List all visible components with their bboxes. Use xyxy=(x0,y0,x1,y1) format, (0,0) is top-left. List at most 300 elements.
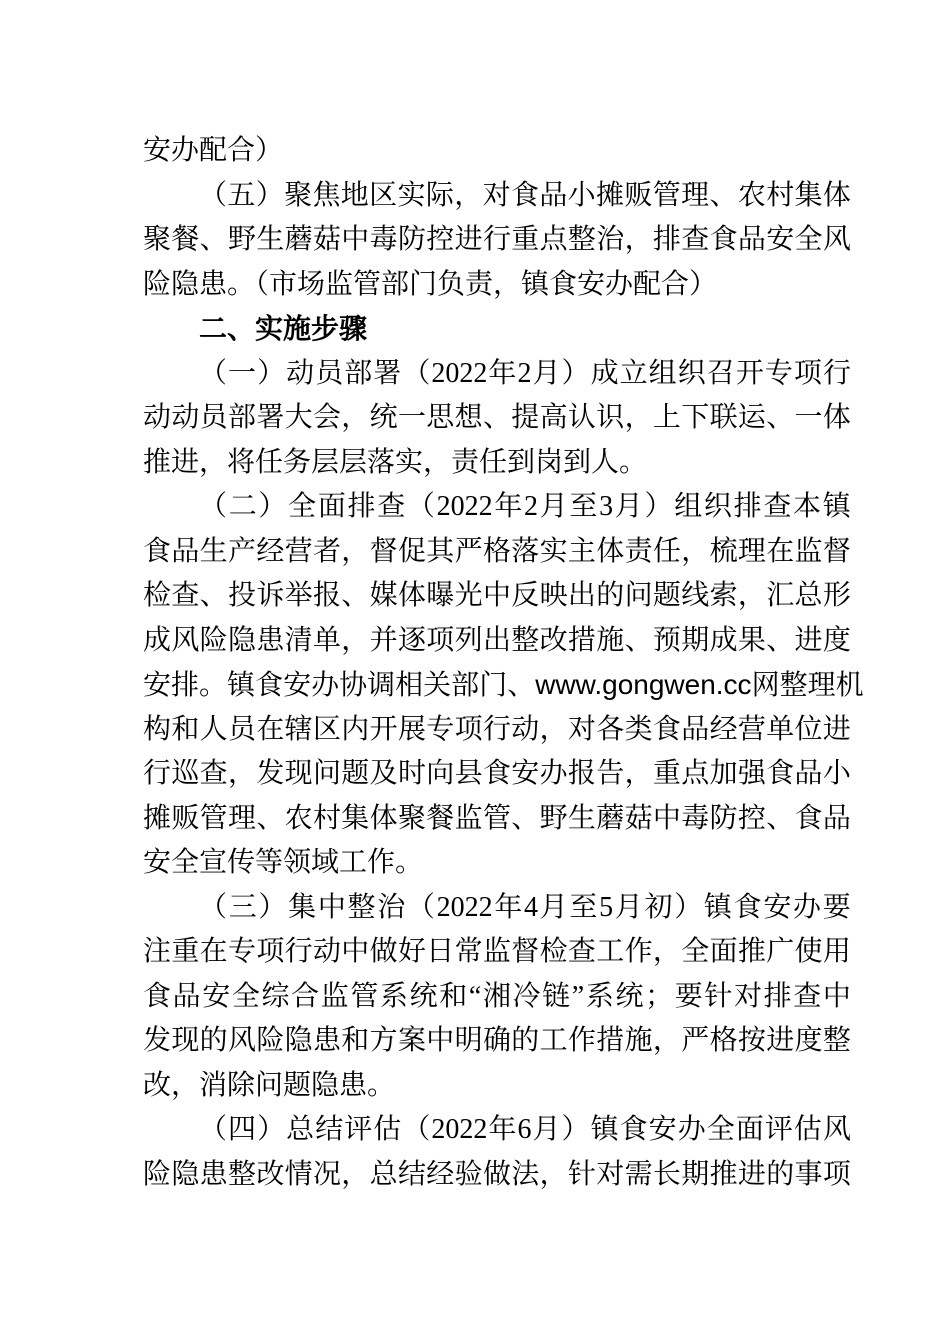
text-token: 思 xyxy=(426,402,455,433)
text-token: 控 xyxy=(737,802,766,834)
text-token: 查 xyxy=(681,224,710,255)
text-token: 专 xyxy=(426,713,455,745)
text-token: ， xyxy=(652,936,681,967)
text-token: 聚 xyxy=(284,179,313,211)
text-token: 现 xyxy=(284,758,313,789)
text-token: 关 xyxy=(423,670,452,701)
text-token: （ xyxy=(199,891,228,923)
text-token: 者 xyxy=(312,535,341,567)
text-token: 和 xyxy=(439,980,468,1012)
text-token: 、 xyxy=(766,624,795,656)
text-token: 中 xyxy=(482,580,511,611)
text-token: 协 xyxy=(339,670,368,701)
text-token: 生 xyxy=(256,224,285,255)
text-token: （ xyxy=(402,357,431,389)
text-token: 镇 xyxy=(703,891,732,923)
text-token: 小 xyxy=(822,758,851,789)
text-line xyxy=(143,619,851,664)
text-token: 。 xyxy=(199,670,228,701)
text-token: 理 xyxy=(681,179,710,211)
text-token: 立 xyxy=(619,357,648,389)
text-token: 总 xyxy=(794,580,823,611)
text-token: 患 xyxy=(256,624,285,656)
text-token: 形 xyxy=(822,580,851,611)
text-token: 险 xyxy=(199,624,228,656)
text-token: 况 xyxy=(312,1158,341,1190)
text-token: 估 xyxy=(373,1114,402,1145)
text-token: 进 xyxy=(794,624,823,656)
text-token: 治 xyxy=(596,224,625,255)
text-token: ） xyxy=(561,1114,590,1145)
text-token: 项 xyxy=(426,624,455,656)
text-token: 下 xyxy=(681,402,710,433)
text-token: 长 xyxy=(652,1158,681,1190)
text-token: 、 xyxy=(199,224,228,255)
text-token: ， xyxy=(539,1158,568,1190)
text-token: 评 xyxy=(344,1114,373,1145)
text-line xyxy=(143,352,851,397)
text-token: 安 xyxy=(763,891,792,923)
text-token: 度 xyxy=(822,624,851,656)
text-token: ， xyxy=(737,580,766,611)
text-token: 管 xyxy=(199,802,228,834)
text-token: 推 xyxy=(709,1158,738,1190)
text-token: 需 xyxy=(624,1158,653,1190)
text-token: 2022 xyxy=(431,1114,488,1145)
text-token: 果 xyxy=(737,624,766,656)
text-token: 办 xyxy=(677,1114,706,1145)
text-token: 常 xyxy=(454,936,483,967)
text-token: 隐 xyxy=(284,1025,313,1056)
text-token: 监 xyxy=(794,535,823,567)
text-line xyxy=(143,930,851,975)
text-token: 出 xyxy=(482,624,511,656)
text-token: 营 xyxy=(737,713,766,745)
text-line xyxy=(143,886,851,931)
text-line: 安全宣传等领域工作。 xyxy=(143,847,424,878)
text-token: 部 xyxy=(227,402,256,433)
text-token: 中 xyxy=(426,1025,455,1056)
text-token: 食 xyxy=(652,713,681,745)
text-token: 反 xyxy=(511,580,540,611)
text-line xyxy=(143,218,851,263)
text-token: 风 xyxy=(171,624,200,656)
text-token: 排 xyxy=(347,491,376,522)
text-token: 6 xyxy=(517,1114,532,1145)
text-token: 成 xyxy=(709,624,738,656)
text-token: 聚 xyxy=(397,802,426,834)
text-token: 动 xyxy=(312,936,341,967)
text-token: 题 xyxy=(341,758,370,789)
text-token: 体 xyxy=(369,802,398,834)
text-token: 2022 xyxy=(431,357,488,389)
text-token: （ xyxy=(199,357,228,389)
text-token: 曝 xyxy=(426,580,455,611)
text-token: 作 xyxy=(624,936,653,967)
text-token: 发 xyxy=(143,1025,172,1056)
text-token: （ xyxy=(402,1114,431,1145)
text-token: 2022 xyxy=(436,891,493,923)
text-token: ， xyxy=(227,758,256,789)
text-token: ， xyxy=(624,224,653,255)
text-token: 二 xyxy=(228,491,257,522)
text-token: 识 xyxy=(596,402,625,433)
text-token: 时 xyxy=(397,758,426,789)
text-token: 食 xyxy=(619,1114,648,1145)
text-token: 整 xyxy=(779,670,808,701)
text-token: 综 xyxy=(261,980,290,1012)
text-token: 年 xyxy=(488,1114,517,1145)
text-token: 开 xyxy=(735,357,764,389)
text-line xyxy=(143,485,851,530)
text-token: 行 xyxy=(143,758,172,789)
text-token: 全 xyxy=(794,224,823,255)
text-token: 促 xyxy=(397,535,426,567)
text-token: 进 xyxy=(766,1025,795,1056)
text-token: 、 xyxy=(624,624,653,656)
text-token: 品 xyxy=(822,802,851,834)
text-token: 食 xyxy=(482,758,511,789)
text-token: 年 xyxy=(494,891,523,923)
text-token: 署 xyxy=(373,357,402,389)
text-token: 安 xyxy=(766,224,795,255)
text-token: 措 xyxy=(596,1025,625,1056)
text-token: 明 xyxy=(454,1025,483,1056)
text-token: 、 xyxy=(709,179,738,211)
text-token: 实 xyxy=(397,179,426,211)
text-token: 餐 xyxy=(171,224,200,255)
text-token: 部 xyxy=(344,357,373,389)
text-token: 至 xyxy=(569,891,598,923)
text-token: 统 xyxy=(369,402,398,433)
text-token: 办 xyxy=(793,891,822,923)
text-token: 织 xyxy=(677,357,706,389)
text-token: 展 xyxy=(397,713,426,745)
text-token: 管 xyxy=(482,802,511,834)
text-token: 估 xyxy=(793,1114,822,1145)
text-token: 区 xyxy=(312,713,341,745)
text-token: 梳 xyxy=(709,535,738,567)
text-token: 整 xyxy=(511,624,540,656)
text-line: 安办配合） xyxy=(143,135,284,166)
text-token: 5 xyxy=(599,891,614,923)
text-token: 品 xyxy=(794,758,823,789)
text-token: ） xyxy=(258,891,287,923)
text-token: 构 xyxy=(143,713,172,745)
text-token: 产 xyxy=(227,535,256,567)
text-token: （ xyxy=(406,491,435,522)
text-token: （ xyxy=(406,891,435,923)
text-token: 成 xyxy=(590,357,619,389)
text-token: 区 xyxy=(369,179,398,211)
text-token: 面 xyxy=(317,491,346,522)
text-token: 在 xyxy=(766,535,795,567)
text-token: 法 xyxy=(511,1158,540,1190)
text-token: 农 xyxy=(737,179,766,211)
text-token: 3 xyxy=(599,491,614,522)
text-token: 检 xyxy=(143,580,172,611)
text-token: 改 xyxy=(256,1158,285,1190)
text-token: 面 xyxy=(709,936,738,967)
watermark-url-text: www.gongwen.cc xyxy=(535,669,752,700)
text-token: 行 xyxy=(284,936,313,967)
text-token: 员 xyxy=(199,402,228,433)
text-token: 开 xyxy=(369,713,398,745)
text-token: 督 xyxy=(822,535,851,567)
text-token: 排 xyxy=(171,670,200,701)
text-line xyxy=(143,752,851,797)
text-token: ” xyxy=(571,980,585,1012)
text-token: 摊 xyxy=(143,802,172,834)
text-token: 中 xyxy=(317,891,346,923)
text-token: 高 xyxy=(539,402,568,433)
text-token: 结 xyxy=(397,1158,426,1190)
text-token: 体 xyxy=(822,402,851,433)
text-token: 经 xyxy=(426,1158,455,1190)
text-token: 统 xyxy=(409,980,438,1012)
text-token: 查 xyxy=(377,491,406,522)
text-token: 食 xyxy=(733,891,762,923)
text-token: 系 xyxy=(585,980,614,1012)
text-token: 经 xyxy=(709,713,738,745)
text-token: ， xyxy=(341,535,370,567)
text-token: 查 xyxy=(199,758,228,789)
text-token: 焦 xyxy=(312,179,341,211)
text-token: 一 xyxy=(794,402,823,433)
text-token: 报 xyxy=(567,758,596,789)
text-token: 排 xyxy=(733,491,762,522)
text-token: 冷 xyxy=(512,980,541,1012)
text-token: 实 xyxy=(539,535,568,567)
text-token: 列 xyxy=(454,624,483,656)
text-token: 险 xyxy=(143,1158,172,1190)
text-token: 体 xyxy=(822,179,851,211)
text-token: 、 xyxy=(507,670,536,701)
text-token: 主 xyxy=(567,535,596,567)
text-token: 情 xyxy=(284,1158,313,1190)
text-token: 贩 xyxy=(624,179,653,211)
text-token: 总 xyxy=(369,1158,398,1190)
text-token: 报 xyxy=(312,580,341,611)
text-token: 位 xyxy=(794,713,823,745)
text-token: 风 xyxy=(822,224,851,255)
text-token: 对 xyxy=(733,980,762,1012)
text-token: 患 xyxy=(312,1025,341,1056)
text-token: ） xyxy=(257,357,286,389)
text-line xyxy=(143,396,851,441)
text-token: 点 xyxy=(681,758,710,789)
text-token: 查 xyxy=(171,580,200,611)
text-token: 监 xyxy=(482,936,511,967)
text-token: 项 xyxy=(793,357,822,389)
text-token: 调 xyxy=(367,670,396,701)
text-token: 管 xyxy=(350,980,379,1012)
text-line xyxy=(143,708,851,753)
text-token: 的 xyxy=(511,1025,540,1056)
text-token: （ xyxy=(199,1114,228,1145)
text-token: 要 xyxy=(822,891,851,923)
text-token: 督 xyxy=(369,535,398,567)
text-token: 菇 xyxy=(624,802,653,834)
text-token: 安 xyxy=(283,670,312,701)
text-token: 、 xyxy=(256,802,285,834)
text-token: ） xyxy=(257,1114,286,1145)
text-token: 及 xyxy=(369,758,398,789)
text-token: 要 xyxy=(674,980,703,1012)
text-token: 部 xyxy=(451,670,480,701)
text-token: 的 xyxy=(766,1158,795,1190)
text-token: 生 xyxy=(567,802,596,834)
text-token: 重 xyxy=(171,936,200,967)
text-token: 严 xyxy=(681,1025,710,1056)
text-token: 全 xyxy=(706,1114,735,1145)
text-token: 毒 xyxy=(681,802,710,834)
text-token: 强 xyxy=(737,758,766,789)
text-token: ） xyxy=(674,891,703,923)
text-token: 对 xyxy=(567,713,596,745)
text-token: 、 xyxy=(766,402,795,433)
text-token: 年 xyxy=(494,491,523,522)
text-token: 的 xyxy=(199,1025,228,1056)
text-token: 食 xyxy=(510,179,539,211)
text-token: 蘑 xyxy=(284,224,313,255)
text-token: 管 xyxy=(652,179,681,211)
text-token: 内 xyxy=(341,713,370,745)
text-token: 辖 xyxy=(284,713,313,745)
text-token: 整 xyxy=(347,891,376,923)
text-token: 动 xyxy=(511,713,540,745)
text-token: 逐 xyxy=(397,624,426,656)
text-token: 告 xyxy=(596,758,625,789)
text-token: 认 xyxy=(567,402,596,433)
text-line: 推进，将任务层层落实，责任到岗到人。 xyxy=(143,446,648,478)
text-token: 针 xyxy=(704,980,733,1012)
text-token: 进 xyxy=(822,713,851,745)
text-token: 理 xyxy=(807,670,836,701)
text-token: 和 xyxy=(341,1025,370,1056)
text-token: 一 xyxy=(228,357,257,389)
text-token: 督 xyxy=(511,936,540,967)
text-token: 查 xyxy=(567,936,596,967)
text-token: 现 xyxy=(171,1025,200,1056)
text-token: 集 xyxy=(794,179,823,211)
text-line: 险隐患。（市场监管部门负责，镇食安办配合） xyxy=(143,268,718,300)
text-token: 方 xyxy=(369,1025,398,1056)
text-token: 进 xyxy=(454,224,483,255)
text-token: 行 xyxy=(822,357,851,389)
text-token: 4 xyxy=(524,891,539,923)
text-token: 县 xyxy=(454,758,483,789)
text-token: 控 xyxy=(426,224,455,255)
text-token: 中 xyxy=(341,936,370,967)
text-token: 广 xyxy=(766,936,795,967)
text-token: 改 xyxy=(539,624,568,656)
text-token: ） xyxy=(255,179,284,211)
text-token: 项 xyxy=(454,713,483,745)
text-token: 中 xyxy=(822,980,851,1012)
text-token: 行 xyxy=(482,713,511,745)
text-token: 提 xyxy=(511,402,540,433)
text-token: 各 xyxy=(596,713,625,745)
text-token: 村 xyxy=(312,802,341,834)
text-token: 月 xyxy=(532,357,561,389)
text-line xyxy=(143,797,851,842)
text-token: ） xyxy=(561,357,590,389)
text-token: 格 xyxy=(482,535,511,567)
text-token: 事 xyxy=(794,1158,823,1190)
text-token: 严 xyxy=(454,535,483,567)
text-token: 体 xyxy=(596,535,625,567)
text-token: 办 xyxy=(311,670,340,701)
text-token: 专 xyxy=(227,936,256,967)
text-token: 线 xyxy=(681,580,710,611)
text-token: ， xyxy=(652,1025,681,1056)
text-token: 诉 xyxy=(256,580,285,611)
text-token: 署 xyxy=(256,402,285,433)
text-token: 农 xyxy=(284,802,313,834)
text-token: ； xyxy=(645,980,674,1012)
text-token: （ xyxy=(199,179,228,211)
text-token: 全 xyxy=(288,491,317,522)
text-token: 重 xyxy=(652,758,681,789)
text-token: 巡 xyxy=(171,758,200,789)
text-token: 安 xyxy=(648,1114,677,1145)
text-line: 改，消除问题隐患。 xyxy=(143,1069,396,1101)
text-token: 并 xyxy=(369,624,398,656)
text-token: 光 xyxy=(454,580,483,611)
text-token: 一 xyxy=(397,402,426,433)
text-token: 系 xyxy=(380,980,409,1012)
text-token: 食 xyxy=(143,980,172,1012)
text-line xyxy=(143,530,851,575)
text-token: 品 xyxy=(681,713,710,745)
text-token: 治 xyxy=(377,891,406,923)
text-token: 查 xyxy=(793,980,822,1012)
text-token: 排 xyxy=(763,980,792,1012)
text-token: 菇 xyxy=(312,224,341,255)
text-token: 组 xyxy=(674,491,703,522)
text-token: 面 xyxy=(735,1114,764,1145)
text-token: 会 xyxy=(312,402,341,433)
text-token: 初 xyxy=(644,891,673,923)
text-token: 中 xyxy=(341,224,370,255)
text-token: 格 xyxy=(709,1025,738,1056)
text-token: 月 xyxy=(614,491,643,522)
text-token: 食 xyxy=(143,535,172,567)
text-token: ， xyxy=(539,713,568,745)
text-line xyxy=(143,574,851,619)
text-token: 上 xyxy=(652,402,681,433)
text-token: 员 xyxy=(227,713,256,745)
text-token: 施 xyxy=(596,624,625,656)
text-token: 运 xyxy=(737,402,766,433)
text-token: 月 xyxy=(539,491,568,522)
text-token: 动 xyxy=(286,357,315,389)
text-token: 野 xyxy=(227,224,256,255)
text-token: 办 xyxy=(539,758,568,789)
text-token: 品 xyxy=(171,535,200,567)
text-token: 食 xyxy=(766,758,795,789)
text-token: 经 xyxy=(256,535,285,567)
text-token: 查 xyxy=(763,491,792,522)
text-token: 织 xyxy=(703,491,732,522)
text-token: 在 xyxy=(256,713,285,745)
text-token: 专 xyxy=(764,357,793,389)
text-token: 2 xyxy=(517,357,532,389)
text-token: 重 xyxy=(511,224,540,255)
text-token: 在 xyxy=(199,936,228,967)
text-token: 食 xyxy=(709,224,738,255)
